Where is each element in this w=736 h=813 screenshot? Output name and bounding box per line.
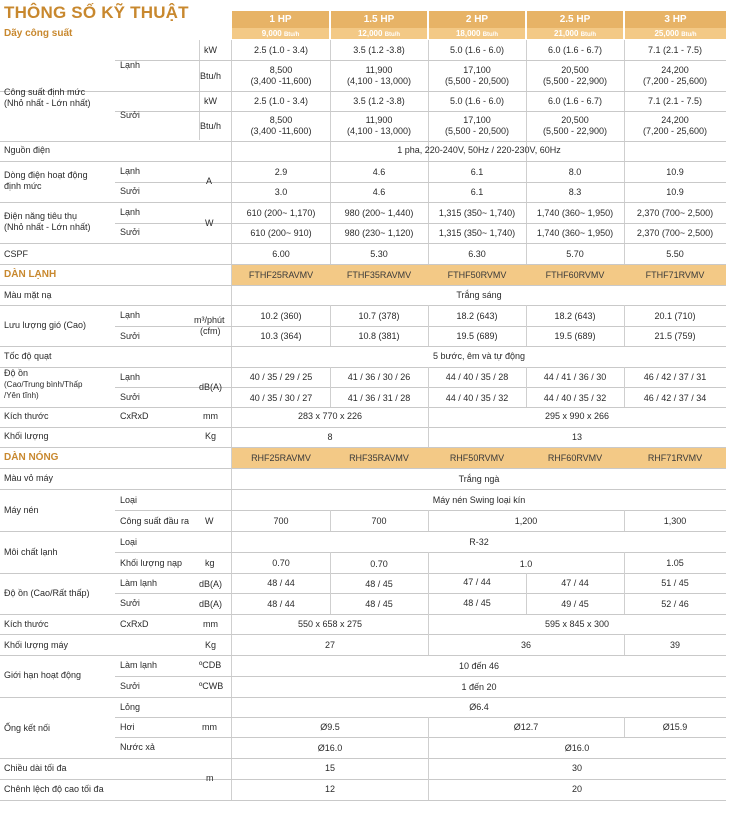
cell: 5.30 <box>370 249 388 259</box>
outdoor-model: RHF25RAVMV <box>251 453 311 463</box>
cell: (7,200 - 25,600) <box>642 126 708 136</box>
cell: 6.0 (1.6 - 6.7) <box>547 96 603 106</box>
cell: 49 / 45 <box>561 599 589 609</box>
indoor-model: FTHF50RVMV <box>447 270 507 280</box>
cell: 52 / 46 <box>661 599 689 609</box>
indoor-dimensions-unit: mm <box>203 411 218 421</box>
cell: 700 <box>273 516 289 526</box>
compressor-output-unit: W <box>205 516 214 526</box>
cell: 8 <box>327 432 333 442</box>
cell: 8.0 <box>568 167 582 177</box>
cell: 3.0 <box>274 187 288 197</box>
outdoor-noise-heat-label: Sưởi <box>120 598 140 608</box>
cell: 13 <box>571 432 582 442</box>
outdoor-noise-unit: dB(A) <box>199 579 223 589</box>
indoor-model: FTHF60RVMV <box>545 270 605 280</box>
cell: Ø12.7 <box>513 722 539 732</box>
indoor-noise-label-sub: (Cao/Trung bình/Thấp <box>4 380 83 389</box>
indoor-dimensions-sub: CxRxD <box>120 411 149 421</box>
cell: 550 x 658 x 275 <box>297 619 363 629</box>
cell: 1.0 <box>519 559 533 569</box>
piping-drain-label: Nước xả <box>120 742 155 752</box>
cell: Ø15.9 <box>662 722 688 732</box>
piping-unit: mm <box>202 722 217 732</box>
outdoor-dimensions-label: Kích thước <box>4 619 49 629</box>
cell: 1,315 (350~ 1,740) <box>438 228 516 238</box>
cell: 10.3 (364) <box>260 331 302 341</box>
current-cool-label: Lạnh <box>120 166 141 176</box>
model-header-25hp: 2.5 HP <box>527 11 623 28</box>
cell: (5,500 - 22,900) <box>542 126 608 136</box>
outdoor-noise-cool-label: Làm lạnh <box>120 578 158 588</box>
cell: 27 <box>324 640 335 650</box>
cell: 47 / 44 <box>561 578 589 588</box>
outdoor-weight-unit: Kg <box>205 640 217 650</box>
casing-color-value: Trắng ngà <box>458 474 500 484</box>
refrigerant-charge-label: Khối lượng nạp <box>120 558 182 568</box>
cell: 2.5 (1.0 - 3.4) <box>253 96 309 106</box>
piping-liquid-value: Ø6.4 <box>469 702 489 712</box>
cell: 3.5 (1.2 -3.8) <box>353 96 405 106</box>
cell: 48 / 44 <box>267 578 295 588</box>
airflow-unit-sub: (cfm) <box>200 326 221 336</box>
cell: (4,100 - 13,000) <box>346 76 412 86</box>
operating-heat-value: 1 đến 20 <box>461 682 497 692</box>
cell: Ø9.5 <box>320 722 340 732</box>
compressor-type-value: Máy nén Swing loại kín <box>432 495 526 505</box>
unit-kw: kW <box>204 45 217 55</box>
cell: 24,200 <box>661 65 689 75</box>
cell: 980 (200~ 1,440) <box>344 208 414 218</box>
cell: 2.9 <box>274 167 288 177</box>
cell: 10.9 <box>666 187 684 197</box>
outdoor-model: RHF50RVMV <box>449 453 505 463</box>
cell: 44 / 40 / 35 / 32 <box>543 393 607 403</box>
cell: 48 / 45 <box>365 599 393 609</box>
operating-range-label: Giới hạn hoạt động <box>4 670 81 680</box>
cell: 0.70 <box>272 558 290 568</box>
cell: 6.30 <box>468 249 486 259</box>
cell: 48 / 45 <box>365 579 393 589</box>
cell: 51 / 45 <box>661 578 689 588</box>
refrigerant-type-label: Loại <box>120 537 138 547</box>
power-source-label: Nguồn điện <box>4 145 51 155</box>
indoor-weight-label: Khối lượng <box>4 431 49 441</box>
cell: 6.1 <box>470 187 484 197</box>
cell: (7,200 - 25,600) <box>642 76 708 86</box>
operating-cool-label: Làm lạnh <box>120 660 158 670</box>
model-btu-1hp: 9,000 Btu/h <box>232 28 329 39</box>
cell: 20.1 (710) <box>654 311 696 321</box>
cell: (5,500 - 22,900) <box>542 76 608 86</box>
unit-btu: Btu/h <box>200 121 222 131</box>
outdoor-dimensions-unit: mm <box>203 619 218 629</box>
cell: 6.00 <box>272 249 290 259</box>
cell: 980 (230~ 1,120) <box>344 228 414 238</box>
model-btu-2hp: 18,000 Btu/h <box>429 28 525 39</box>
model-btu-25hp: 21,000 Btu/h <box>527 28 623 39</box>
refrigerant-label: Môi chất lạnh <box>4 547 58 557</box>
cell: 48 / 45 <box>463 598 491 608</box>
outdoor-model: RHF71RVMV <box>647 453 703 463</box>
page-title: THÔNG SỐ KỸ THUẬT <box>4 3 189 22</box>
cell: 20,500 <box>561 115 589 125</box>
airflow-cool-label: Lạnh <box>120 310 141 320</box>
cell: 44 / 40 / 35 / 28 <box>445 372 509 382</box>
refrigerant-type-value: R-32 <box>469 537 489 547</box>
compressor-label: Máy nén <box>4 505 39 515</box>
cell: 610 (200~ 1,170) <box>246 208 316 218</box>
cell: 39 <box>669 640 680 650</box>
cell: 5.0 (1.6 - 6.0) <box>449 96 505 106</box>
cell: 11,900 <box>365 115 393 125</box>
unit-btu: Btu/h <box>200 71 222 81</box>
cspf-label: CSPF <box>4 249 29 259</box>
cell: 48 / 44 <box>267 599 295 609</box>
cell: 46 / 42 / 37 / 34 <box>643 393 707 403</box>
indoor-noise-label-sub2: /Yên tĩnh) <box>4 391 39 400</box>
cell: (5,500 - 20,500) <box>444 126 510 136</box>
cell: 44 / 41 / 36 / 30 <box>543 372 607 382</box>
casing-color-label: Màu vỏ máy <box>4 473 54 483</box>
indoor-noise-label: Độ ồn <box>4 368 29 378</box>
cell: 11,900 <box>365 65 393 75</box>
fan-speed-value: 5 bước, êm và tự động <box>433 351 525 361</box>
cell: 12 <box>324 784 335 794</box>
cell: 19.5 (689) <box>554 331 596 341</box>
cell: 40 / 35 / 30 / 27 <box>249 393 313 403</box>
compressor-output-label: Công suất đầu ra <box>120 516 190 526</box>
power-consumption-label-sub: (Nhỏ nhất - Lớn nhất) <box>4 222 91 232</box>
cell: 10.9 <box>666 167 684 177</box>
cell: 10.8 (381) <box>358 331 400 341</box>
indoor-section-title: DÀN LẠNH <box>4 269 57 280</box>
cell: 2.5 (1.0 - 3.4) <box>253 45 309 55</box>
power-consumption-label: Điện năng tiêu thụ <box>4 211 78 221</box>
cell: 18.2 (643) <box>456 311 498 321</box>
operating-heat-label: Sưởi <box>120 681 140 691</box>
outdoor-model: RHF60RVMV <box>547 453 603 463</box>
cell: 595 x 845 x 300 <box>544 619 610 629</box>
capacity-heat-label: Sưởi <box>120 110 140 120</box>
cell: 10.7 (378) <box>358 311 400 321</box>
cell: Ø16.0 <box>317 743 343 753</box>
capacity-label: Công suất định mức <box>4 87 86 97</box>
cell: 10.2 (360) <box>260 311 302 321</box>
cell: 8,500 <box>269 115 293 125</box>
outdoor-weight-label: Khối lượng máy <box>4 640 68 650</box>
cell: (4,100 - 13,000) <box>346 126 412 136</box>
cell: 7.1 (2.1 - 7.5) <box>647 96 703 106</box>
consumption-cool-label: Lạnh <box>120 207 141 217</box>
cell: 8.3 <box>568 187 582 197</box>
cell: 21.5 (759) <box>654 331 696 341</box>
capacity-label-sub: (Nhỏ nhất - Lớn nhất) <box>4 98 91 108</box>
max-length-label: Chiều dài tối đa <box>4 763 67 773</box>
cell: 30 <box>571 763 582 773</box>
model-header-1hp: 1 HP <box>232 11 329 28</box>
max-length-unit: m <box>206 773 214 783</box>
fan-speed-label: Tốc độ quạt <box>4 351 52 361</box>
outdoor-noise-unit: dB(A) <box>199 599 223 609</box>
cell: 20,500 <box>561 65 589 75</box>
refrigerant-charge-unit: kg <box>205 558 215 568</box>
cell: 7.1 (2.1 - 7.5) <box>647 45 703 55</box>
cell: 610 (200~ 910) <box>250 228 312 238</box>
operating-heat-unit: ºCWB <box>199 681 224 691</box>
cell: (5,500 - 20,500) <box>444 76 510 86</box>
cell: 4.6 <box>372 187 386 197</box>
piping-liquid-label: Lỏng <box>120 702 141 712</box>
cell: 5.70 <box>566 249 584 259</box>
consumption-unit: W <box>205 218 214 228</box>
cell: 5.0 (1.6 - 6.0) <box>449 45 505 55</box>
capacity-range-label: Dãy công suất <box>4 28 73 39</box>
indoor-model: FTHF71RVMV <box>645 270 705 280</box>
airflow-unit: m³/phút <box>194 315 225 325</box>
indoor-model: FTHF35RAVMV <box>346 270 412 280</box>
cell: 24,200 <box>661 115 689 125</box>
model-header-3hp: 3 HP <box>625 11 726 28</box>
current-unit: A <box>206 176 213 186</box>
panel-color-value: Trắng sáng <box>456 290 502 300</box>
piping-gas-label: Hơi <box>120 722 135 732</box>
current-heat-label: Sưởi <box>120 186 140 196</box>
compressor-type-label: Loại <box>120 495 138 505</box>
indoor-dimensions-label: Kích thước <box>4 411 49 421</box>
airflow-label: Lưu lượng gió (Cao) <box>4 320 86 330</box>
current-label: Dòng điện hoạt động <box>4 170 88 180</box>
model-btu-3hp: 25,000 Btu/h <box>625 28 726 39</box>
cell: 19.5 (689) <box>456 331 498 341</box>
cell: 700 <box>371 516 387 526</box>
cell: 47 / 44 <box>463 577 491 587</box>
current-label-sub: định mức <box>4 181 42 191</box>
indoor-model: FTHF25RAVMV <box>248 270 314 280</box>
capacity-cool-label: Lạnh <box>120 60 141 70</box>
cell: 6.0 (1.6 - 6.7) <box>547 45 603 55</box>
indoor-noise-heat-label: Sưởi <box>120 392 140 402</box>
cell: 295 x 990 x 266 <box>544 411 610 421</box>
operating-cool-value: 10 đến 46 <box>458 661 500 671</box>
outdoor-noise-label: Độ ồn (Cao/Rất thấp) <box>4 588 90 598</box>
cell: 2,370 (700~ 2,500) <box>636 228 714 238</box>
piping-label: Ống kết nối <box>4 723 51 733</box>
panel-color-label: Màu mặt nạ <box>4 290 52 300</box>
model-header-2hp: 2 HP <box>429 11 525 28</box>
power-source-value: 1 pha, 220-240V, 50Hz / 220-230V, 60Hz <box>397 145 561 155</box>
model-btu-15hp: 12,000 Btu/h <box>331 28 427 39</box>
cell: 3.5 (1.2 -3.8) <box>353 45 405 55</box>
cell: 6.1 <box>470 167 484 177</box>
cell: 44 / 40 / 35 / 32 <box>445 393 509 403</box>
operating-cool-unit: ºCDB <box>199 660 222 670</box>
cell: 41 / 36 / 30 / 26 <box>347 372 411 382</box>
cell: 46 / 42 / 37 / 31 <box>643 372 707 382</box>
cell: 41 / 36 / 31 / 28 <box>347 393 411 403</box>
cell: 283 x 770 x 226 <box>297 411 363 421</box>
cell: Ø16.0 <box>564 743 590 753</box>
indoor-noise-cool-label: Lạnh <box>120 372 141 382</box>
cell: 1,740 (360~ 1,950) <box>536 208 614 218</box>
consumption-heat-label: Sưởi <box>120 227 140 237</box>
cell: 1.05 <box>666 558 684 568</box>
cell: (3,400 -11,600) <box>250 76 312 86</box>
unit-kw: kW <box>204 96 217 106</box>
cell: 40 / 35 / 29 / 25 <box>249 372 313 382</box>
max-height-label: Chênh lệch độ cao tối đa <box>4 784 104 794</box>
airflow-heat-label: Sưởi <box>120 331 140 341</box>
cell: 0.70 <box>370 559 388 569</box>
cell: 1,315 (350~ 1,740) <box>438 208 516 218</box>
cell: 20 <box>571 784 582 794</box>
indoor-noise-unit: dB(A) <box>199 382 223 392</box>
cell: 17,100 <box>463 115 491 125</box>
cell: 1,300 <box>663 516 687 526</box>
cell: 18.2 (643) <box>554 311 596 321</box>
cell: 36 <box>520 640 531 650</box>
cell: 15 <box>324 763 335 773</box>
cell: 5.50 <box>666 249 684 259</box>
cell: 2,370 (700~ 2,500) <box>636 208 714 218</box>
cell: 1,200 <box>514 516 538 526</box>
outdoor-model: RHF35RAVMV <box>349 453 409 463</box>
cell: 1,740 (360~ 1,950) <box>536 228 614 238</box>
cell: 8,500 <box>269 65 293 75</box>
model-header-15hp: 1.5 HP <box>331 11 427 28</box>
indoor-weight-unit: Kg <box>205 431 217 441</box>
cell: (3,400 -11,600) <box>250 126 312 136</box>
cell: 17,100 <box>463 65 491 75</box>
outdoor-dimensions-sub: CxRxD <box>120 619 149 629</box>
outdoor-section-title: DÀN NÓNG <box>4 452 59 463</box>
cell: 4.6 <box>372 167 386 177</box>
